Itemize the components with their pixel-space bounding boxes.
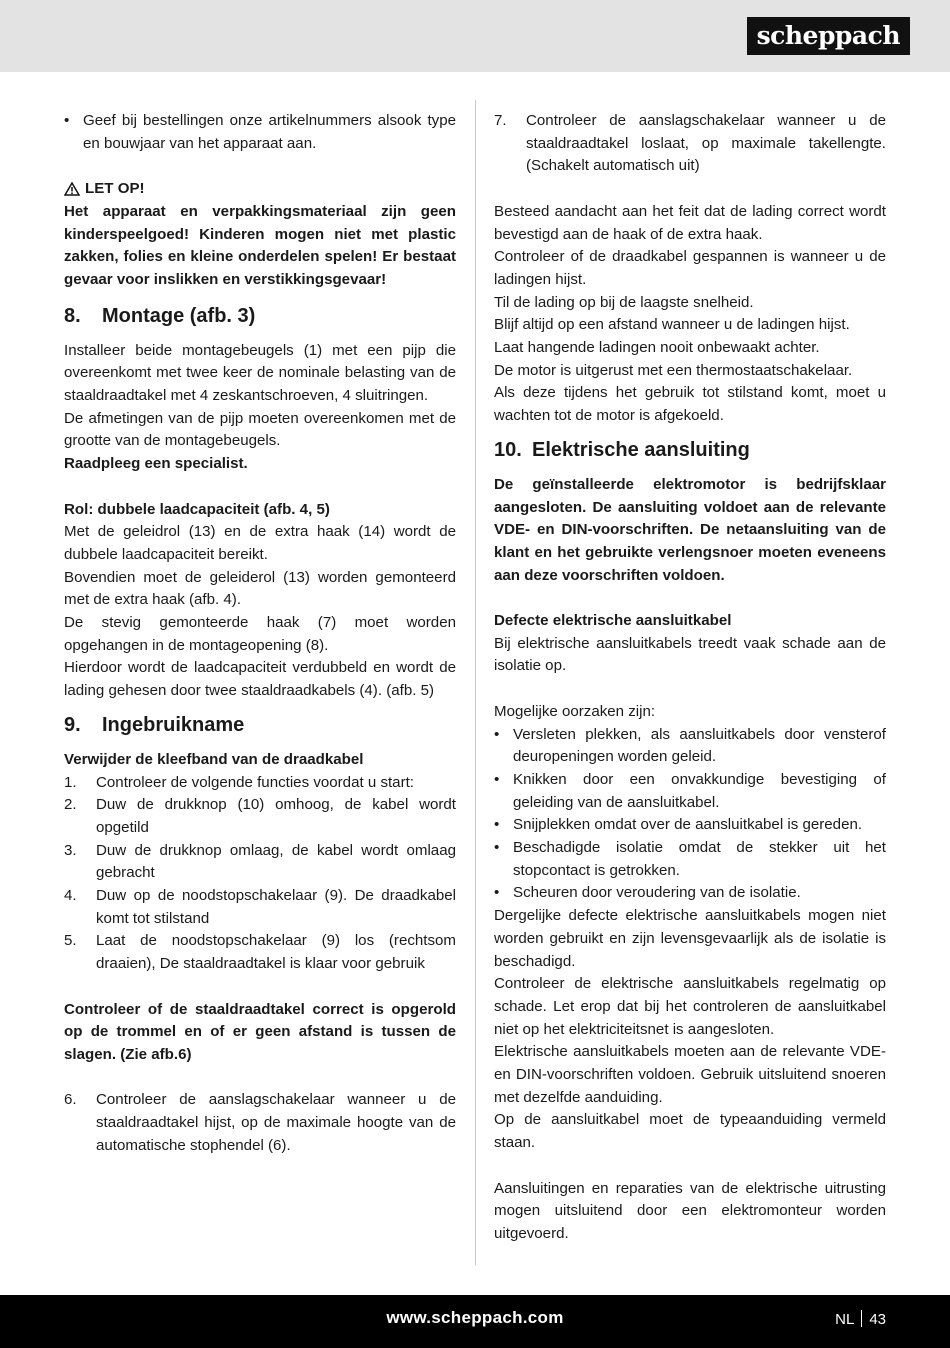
list-text: Controleer de aanslagschakelaar wanneer u de staaldraadtakel loslaat, op maximale takellengte. (Schakelt automatisch uit) xyxy=(526,112,886,175)
section-8-heading xyxy=(64,303,456,329)
list-number: 6. xyxy=(64,1091,77,1109)
paragraph: Til de lading op bij de laagste snelheid. xyxy=(494,293,754,311)
bullet-marker: • xyxy=(494,816,500,834)
list-item xyxy=(494,882,886,905)
list-item xyxy=(494,110,886,178)
list-item xyxy=(494,814,886,837)
right-column xyxy=(494,110,886,1246)
warning-heading xyxy=(64,178,456,201)
list-item xyxy=(64,840,456,885)
column-divider xyxy=(475,100,476,1265)
warning-title: LET OP! xyxy=(85,180,145,198)
list-item xyxy=(494,769,886,814)
list-text: Scheuren door veroudering van de isolatie. xyxy=(513,884,801,902)
paragraph: Controleer of de draadkabel gespannen is wanneer u de ladingen hijst. xyxy=(494,248,886,288)
paragraph: De afmetingen van de pijp moeten overeenkomen met de grootte van de montagebeugels. xyxy=(64,409,456,450)
section-number: 10. xyxy=(494,438,522,461)
list-item xyxy=(494,837,886,882)
paragraph: De stevig gemonteerde haak (7) moet worden opgehangen in de montageopening (8). xyxy=(64,614,456,654)
list-item xyxy=(64,772,456,795)
list-item xyxy=(64,794,456,839)
list-number: 4. xyxy=(64,887,77,905)
list-item xyxy=(64,110,456,155)
list-text: Duw op de noodstopschakelaar (9). De draadkabel komt tot stilstand xyxy=(96,887,456,927)
section-title: Ingebruikname xyxy=(102,713,245,736)
list-text: Snijplekken omdat over de aansluitkabel is gereden. xyxy=(513,816,863,834)
list-text: Versleten plekken, als aansluitkabels door vensterof deuropeningen worden geleid. xyxy=(513,725,886,766)
list-item xyxy=(64,1089,456,1157)
paragraph-bold: Controleer of de staaldraadtakel correct is opgerold op de trommel en of er geen afstand is tussen de slagen. (Zie afb.6) xyxy=(64,1000,456,1063)
bullet-marker: • xyxy=(494,839,500,857)
bullet-marker: • xyxy=(494,725,500,743)
list-text: Beschadigde isolatie omdat de stekker uit het stopcontact is getrokken. xyxy=(513,839,886,879)
paragraph: De motor is uitgerust met een thermostaatschakelaar. xyxy=(494,361,853,379)
bullet-marker: • xyxy=(64,112,70,129)
section-title: Montage (afb. 3) xyxy=(102,304,256,327)
list-text: Controleer de volgende functies voordat u start: xyxy=(96,773,414,791)
subheading: Defecte elektrische aansluitkabel xyxy=(494,612,732,630)
list-number: 5. xyxy=(64,932,77,950)
paragraph: Hierdoor wordt de laadcapaciteit verdubbeld en wordt de lading gehesen door twee staaldraadkabels (4). (afb. 5) xyxy=(64,659,456,700)
list-number: 1. xyxy=(64,773,77,791)
paragraph: Controleer de elektrische aansluitkabels regelmatig op schade. Let erop dat bij het controleren de aansluitkabel niet op het elektriciteitsnet is aangesloten. xyxy=(494,975,886,1038)
list-number: 2. xyxy=(64,796,77,814)
header-bar xyxy=(0,0,950,72)
paragraph: Blijf altijd op een afstand wanneer u de ladingen hijst. xyxy=(494,316,850,334)
section-number: 8. xyxy=(64,304,81,327)
separator xyxy=(861,1310,862,1327)
scheppach-logo: scheppach xyxy=(747,17,910,55)
list-number: 3. xyxy=(64,841,77,859)
website-link[interactable]: www.scheppach.com xyxy=(386,1308,564,1327)
left-column xyxy=(64,110,456,1157)
paragraph-bold: Raadpleeg een specialist. xyxy=(64,455,248,473)
section-title: Elektrische aansluiting xyxy=(532,438,750,461)
order-info-text: Geef bij bestellingen onze artikelnummers alsook type en bouwjaar van het apparaat aan. xyxy=(83,112,456,152)
footer-bar xyxy=(0,1295,950,1348)
bullet-marker: • xyxy=(494,770,500,788)
paragraph: Als deze tijdens het gebruik tot stilstand komt, moet u wachten tot de motor is afgekoeld. xyxy=(494,384,886,425)
paragraph: Met de geleidrol (13) en de extra haak (14) wordt de dubbele laadcapaciteit bereikt. xyxy=(64,523,456,563)
paragraph-bold: De geïnstalleerde elektromotor is bedrijfsklaar aangesloten. De aansluiting voldoet aan de relevante VDE- en DIN-voorschriften. De netaansluiting van de klant en het gebruikte verlengsnoer moeten eveneens aan deze voorschriften voldoen. xyxy=(494,475,886,584)
list-text: Duw de drukknop omlaag, de kabel wordt omlaag gebracht xyxy=(96,841,456,882)
language-code: NL xyxy=(835,1311,855,1328)
warning-triangle-icon xyxy=(64,182,80,196)
paragraph: Dergelijke defecte elektrische aansluitkabels mogen niet worden gebruikt en zijn levensgevaarlijk als de isolatie is beschadigd. xyxy=(494,907,886,970)
paragraph: Elektrische aansluitkabels moeten aan de relevante VDE- en DIN-voorschriften voldoen. Gebruik uitsluitend snoeren met dezelfde aanduiding. xyxy=(494,1043,886,1106)
list-item xyxy=(64,885,456,930)
list-item xyxy=(64,930,456,975)
list-text: Knikken door een onvakkundige bevestiging of geleiding van de aansluitkabel. xyxy=(513,770,886,811)
list-item xyxy=(494,724,886,769)
paragraph: Op de aansluitkabel moet de typeaanduiding vermeld staan. xyxy=(494,1111,886,1152)
bullet-marker: • xyxy=(494,884,500,902)
list-text: Duw de drukknop (10) omhoog, de kabel wordt opgetild xyxy=(96,796,456,836)
paragraph: Mogelijke oorzaken zijn: xyxy=(494,702,656,720)
paragraph: Laat hangende ladingen nooit onbewaakt achter. xyxy=(494,339,820,357)
paragraph: Aansluitingen en reparaties van de elektrische uitrusting mogen uitsluitend door een elektromonteur worden uitgevoerd. xyxy=(494,1179,886,1242)
paragraph: Bij elektrische aansluitkabels treedt vaak schade aan de isolatie op. xyxy=(494,634,886,675)
subheading: Rol: dubbele laadcapaciteit (afb. 4, 5) xyxy=(64,500,330,518)
page-indicator xyxy=(835,1310,886,1328)
section-9-heading xyxy=(64,712,456,738)
list-number: 7. xyxy=(494,112,507,129)
list-text: Laat de noodstopschakelaar (9) los (rechtsom draaien), De staaldraadtakel is klaar voor gebruik xyxy=(96,932,456,973)
page-number: 43 xyxy=(869,1311,886,1328)
paragraph: Installeer beide montagebeugels (1) met een pijp die overeenkomt met twee keer de nominale belasting van de staaldraadtakel met 4 zeskantschroeven, 4 sluitringen. xyxy=(64,341,456,405)
section-number: 9. xyxy=(64,713,81,736)
warning-text: Het apparaat en verpakkingsmateriaal zijn geen kinderspeelgoed! Kinderen mogen niet met plastic zakken, folies en kleine onderdelen spelen! Er bestaat gevaar voor inslikken en verstikkingsgevaar! xyxy=(64,202,456,288)
paragraph: Bovendien moet de geleiderol (13) worden gemonteerd met de extra haak (afb. 4). xyxy=(64,568,456,609)
section-10-heading xyxy=(494,437,886,463)
paragraph: Besteed aandacht aan het feit dat de lading correct wordt bevestigd aan de haak of de extra haak. xyxy=(494,202,886,243)
subheading: Verwijder de kleefband van de draadkabel xyxy=(64,750,364,768)
list-text: Controleer de aanslagschakelaar wanneer u de staaldraadtakel hijst, op de maximale hoogte van de automatische stophendel (6). xyxy=(96,1091,456,1154)
